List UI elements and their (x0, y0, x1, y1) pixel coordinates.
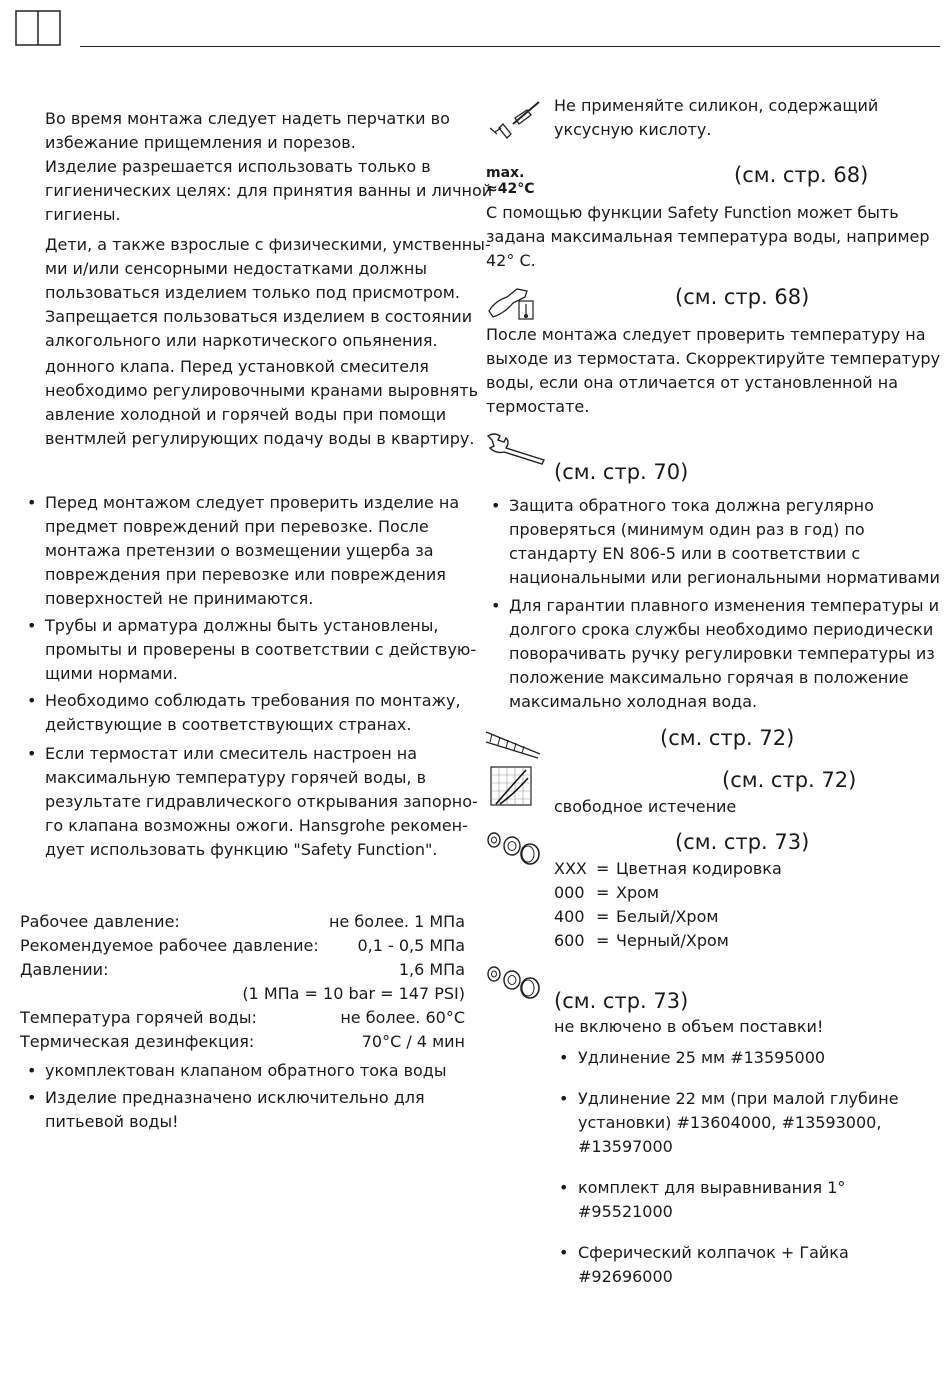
safety-text-line: алкогольного или наркотического опьянения. (45, 331, 438, 350)
page-ref-72-flow: (см. стр. 72) (722, 768, 857, 792)
free-flow-label: свободное истечение (554, 797, 737, 816)
install-bullet-line: промыты и проверены в соответствии с действую- (45, 640, 477, 659)
color-name: Хром (616, 883, 659, 902)
install-bullet-line: дует использовать функцию "Safety Function". (45, 840, 438, 859)
safety-text-line: Во время монтажа следует надеть перчатки во (45, 109, 450, 128)
maintenance-bullet-line: максимально холодная вода. (509, 692, 758, 711)
color-code: 400 (554, 907, 585, 926)
accessory-line: установки) #13604000, #13593000, (578, 1113, 882, 1132)
color-code: XXX (554, 859, 587, 878)
safety-function-line: С помощью функции Safety Function может быть (486, 203, 899, 222)
bullet-marker: • (27, 493, 37, 512)
accessory-line: Удлинение 22 мм (при малой глубине (578, 1089, 899, 1108)
spec-value: 70°C / 4 мин (361, 1032, 465, 1051)
silicone-gun-icon (487, 98, 545, 140)
check-temp-line: выходе из термостата. Скорректируйте температуру (486, 349, 941, 368)
page-ref-73-accessories: (см. стр. 73) (554, 989, 689, 1013)
spec-label: Термическая дезинфекция: (20, 1032, 255, 1051)
bullet-marker: • (559, 1048, 569, 1067)
install-bullet-line: го клапана возможны ожоги. Hansgrohe рекомен- (45, 816, 468, 835)
install-bullet-line: повреждения при перевозке или повреждения (45, 565, 446, 584)
silicone-text-line: уксусную кислоту. (554, 120, 712, 139)
check-temp-line: воды, если она отличается от установленной на (486, 373, 899, 392)
check-temp-line: После монтажа следует проверить температуру на (486, 325, 926, 344)
manual-book-icon (15, 10, 61, 46)
bullet-marker: • (27, 744, 37, 763)
install-bullet-line: Перед монтажом следует проверить изделие на (45, 493, 460, 512)
install-bullet-line: Если термостат или смеситель настроен на (45, 744, 418, 763)
color-equals: = (596, 907, 610, 926)
page-ref-72-dimensions: (см. стр. 72) (660, 726, 795, 750)
color-name: Черный/Хром (616, 931, 729, 950)
spec-row (20, 1006, 465, 1030)
accessory-line: Удлинение 25 мм #13595000 (578, 1048, 826, 1067)
color-equals: = (596, 859, 610, 878)
spec-value: не более. 1 МПа (328, 912, 465, 931)
temp-label: ≈42°C (486, 181, 535, 197)
bullet-marker: • (491, 596, 501, 615)
maintenance-bullet-line: проверяться (минимум один раз в год) по (509, 520, 865, 539)
spec-value: 1,6 МПа (398, 960, 465, 979)
safety-text-line: необходимо регулировочными кранами выровнять (45, 381, 479, 400)
install-bullet-line: результате гидравлического открывания запорно- (45, 792, 478, 811)
maintenance-bullet-line: Для гарантии плавного изменения температуры и (509, 596, 939, 615)
color-name: Цветная кодировка (616, 859, 782, 878)
spec-bullet-line: укомплектован клапаном обратного тока воды (45, 1061, 447, 1080)
maintenance-bullet-line: долгого срока службы необходимо периодически (509, 620, 934, 639)
accessory-line: комплект для выравнивания 1° (578, 1178, 846, 1197)
accessory-line: #95521000 (578, 1202, 673, 1221)
maintenance-bullet-line: стандарту EN 806-5 или в соответствии с (509, 544, 861, 563)
safety-text-line: Запрещается пользоваться изделием в состоянии (45, 307, 473, 326)
install-bullet-line: максимальную температуру горячей воды, в (45, 768, 427, 787)
color-code: 600 (554, 931, 585, 950)
safety-text-line: донного клапа. Перед установкой смесителя (45, 357, 429, 376)
bullet-marker: • (559, 1178, 569, 1197)
install-bullet-line: Трубы и арматура должны быть установлены, (45, 616, 439, 635)
bullet-marker: • (559, 1089, 569, 1108)
wrench-icon (484, 430, 548, 466)
safety-text-line: Дети, а также взрослые с физическими, умственны- (45, 235, 491, 254)
thermometer-hand-icon (487, 283, 537, 323)
bullet-marker: • (559, 1243, 569, 1262)
safety-text-line: вентмлей регулирующих подачу воды в квартиру. (45, 429, 475, 448)
spare-parts-icon (484, 826, 542, 866)
install-bullet-line: действующие в соответствующих странах. (45, 715, 412, 734)
bullet-marker: • (27, 1088, 37, 1107)
spec-row (20, 1030, 465, 1054)
maintenance-bullet-line: национальными или региональными нормативами (509, 568, 940, 587)
accessory-line: #13597000 (578, 1137, 673, 1156)
page-ref-68-safety: (см. стр. 68) (734, 163, 869, 187)
spec-label: Рабочее давление: (20, 912, 180, 931)
install-bullet-line: щими нормами. (45, 664, 178, 683)
color-code: 000 (554, 883, 585, 902)
maintenance-bullet-line: положение максимально горячая в положение (509, 668, 909, 687)
safety-text-line: пользоваться изделием только под присмотром. (45, 283, 460, 302)
spec-label: Давлении: (20, 960, 109, 979)
silicone-text-line: Не применяйте силикон, содержащий (554, 96, 879, 115)
safety-text-line: авление холодной и горячей воды при помощи (45, 405, 447, 424)
page-ref-68-check: (см. стр. 68) (675, 285, 810, 309)
spec-value: не более. 60°C (340, 1008, 465, 1027)
max-label: max. (486, 165, 525, 181)
color-equals: = (596, 883, 610, 902)
safety-text-line: Изделие разрешается использовать только в (45, 157, 431, 176)
check-temp-line: термостате. (486, 397, 590, 416)
install-bullet-line: поверхностей не принимаются. (45, 589, 314, 608)
bullet-marker: • (491, 496, 501, 515)
spec-row (20, 910, 465, 934)
spec-label: Температура горячей воды: (20, 1008, 257, 1027)
page-ref-73-colors: (см. стр. 73) (675, 830, 810, 854)
maintenance-bullet-line: Защита обратного тока должна регулярно (509, 496, 874, 515)
header-rule (80, 46, 940, 47)
install-bullet-line: предмет повреждений при перевозке. После (45, 517, 429, 536)
spec-bullet-line: Изделие предназначено исключительно для (45, 1088, 425, 1107)
safety-text-line: гигиенических целях: для принятия ванны и личной (45, 181, 493, 200)
flow-diagram-icon (490, 766, 532, 806)
spec-row (20, 934, 465, 958)
safety-function-line: 42° C. (486, 251, 536, 270)
color-equals: = (596, 931, 610, 950)
not-included-label: не включено в объем поставки! (554, 1017, 824, 1036)
installation-dimensions-icon (484, 724, 544, 760)
bullet-marker: • (27, 691, 37, 710)
spec-label: Рекомендуемое рабочее давление: (20, 936, 319, 955)
spec-bullet-line: питьевой воды! (45, 1112, 179, 1131)
spec-row (20, 958, 465, 982)
spec-value: 0,1 - 0,5 МПа (357, 936, 465, 955)
spec-row (20, 982, 465, 1006)
accessories-icon (484, 962, 542, 1002)
maintenance-bullet-line: поворачивать ручку регулировки температуры из (509, 644, 935, 663)
install-bullet-line: монтажа претензии о возмещении ущерба за (45, 541, 434, 560)
accessory-line: #92696000 (578, 1267, 673, 1286)
safety-text-line: избежание прищемления и порезов. (45, 133, 356, 152)
spec-value: (1 МПа = 10 bar = 147 PSI) (242, 984, 465, 1003)
bullet-marker: • (27, 1061, 37, 1080)
safety-text-line: ми и/или сенсорными недостатками должны (45, 259, 427, 278)
max-temperature-icon (486, 165, 535, 197)
safety-text-line: гигиены. (45, 205, 121, 224)
color-name: Белый/Хром (616, 907, 719, 926)
accessory-line: Сферический колпачок + Гайка (578, 1243, 849, 1262)
page-ref-70: (см. стр. 70) (554, 460, 689, 484)
install-bullet-line: Необходимо соблюдать требования по монтажу, (45, 691, 461, 710)
safety-function-line: задана максимальная температура воды, например (486, 227, 930, 246)
bullet-marker: • (27, 616, 37, 635)
